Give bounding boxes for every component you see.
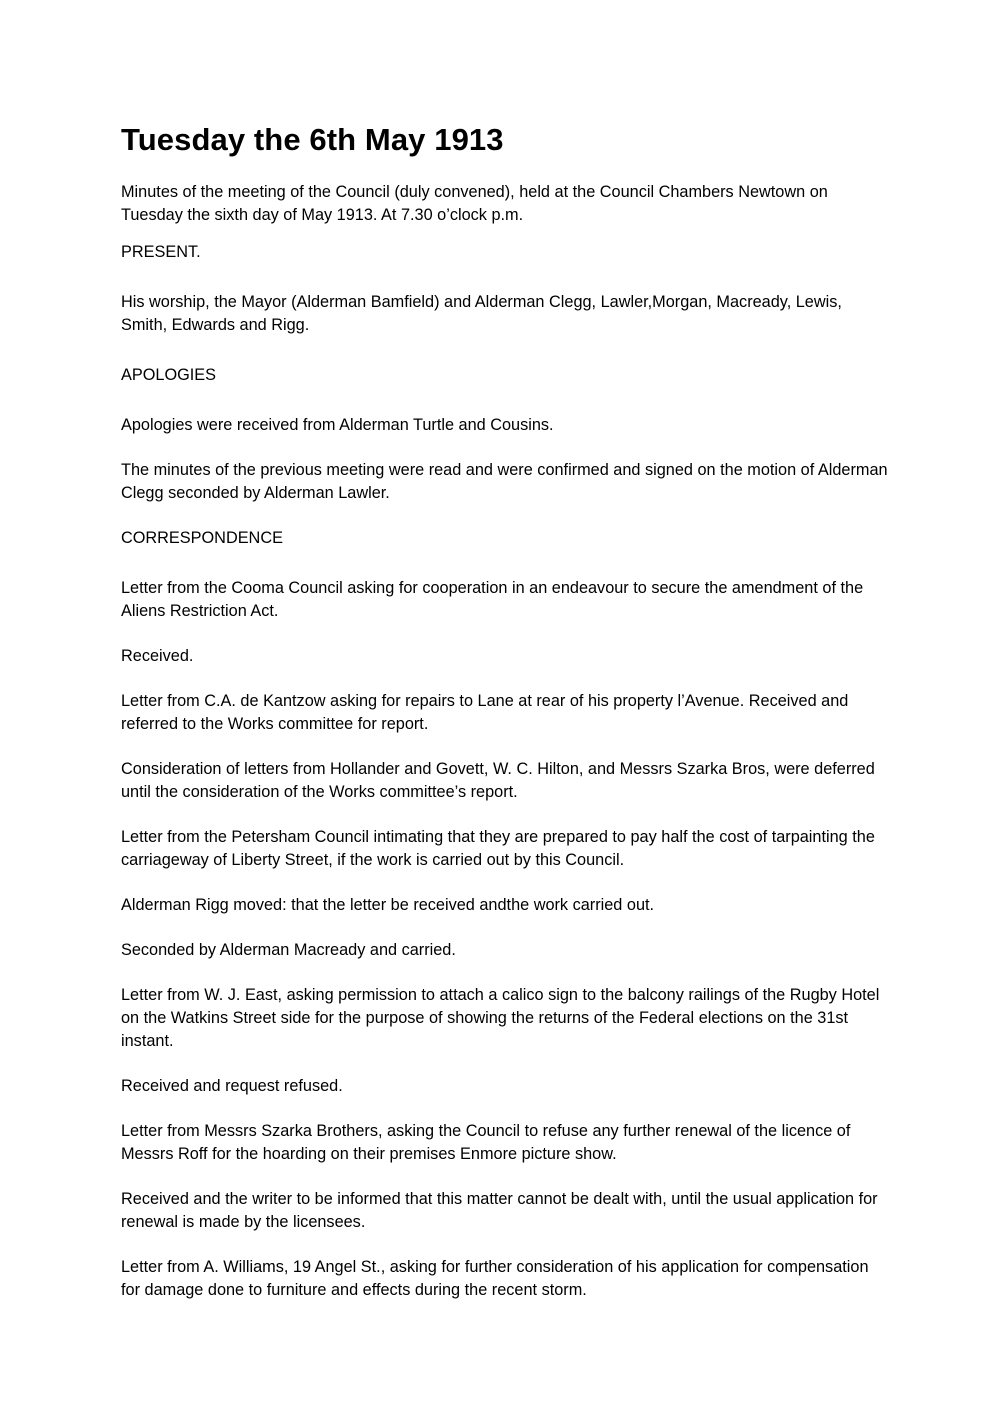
- heading-present: PRESENT.: [121, 243, 201, 261]
- paragraph-east-letter: Letter from W. J. East, asking permission to attach a calico sign to the balcony railings of the Rugby Hotel on the Watkins Street side for the purpose of showing the returns of the Federal elections on the 31st instant.: [121, 986, 880, 1050]
- paragraph-cooma-council-letter: Letter from the Cooma Council asking for cooperation in an endeavour to secure the amendment of the Aliens Restriction Act.: [121, 579, 864, 620]
- heading-apologies: APOLOGIES: [121, 366, 217, 384]
- paragraph-rigg-motion: Alderman Rigg moved: that the letter be received andthe work carried out.: [121, 896, 655, 914]
- paragraph-present-list: His worship, the Mayor (Alderman Bamfield) and Alderman Clegg, Lawler,Morgan, Macready, Lewis, Smith, Edwards and Rigg.: [121, 293, 842, 334]
- paragraph-received: Received.: [121, 647, 194, 665]
- paragraph-szarka-letter: Letter from Messrs Szarka Brothers, asking the Council to refuse any further renewal of the licence of Messrs Roff for the hoarding on their premises Enmore picture show.: [121, 1122, 851, 1163]
- paragraph-request-refused: Received and request refused.: [121, 1077, 343, 1095]
- paragraph-licence-renewal: Received and the writer to be informed that this matter cannot be dealt with, until the usual application for renewal is made by the licensees.: [121, 1190, 878, 1231]
- paragraph-williams-letter: Letter from A. Williams, 19 Angel St., asking for further consideration of his application for compensation for damage done to furniture and effects during the recent storm.: [121, 1258, 869, 1299]
- paragraph-petersham-council-letter: Letter from the Petersham Council intimating that they are prepared to pay half the cost of tarpainting the carriageway of Liberty Street, if the work is carried out by this Council.: [121, 828, 875, 869]
- paragraph-meeting-intro: Minutes of the meeting of the Council (duly convened), held at the Council Chambers Newtown on Tuesday the sixth day of May 1913. At 7.30 o’clock p.m.: [121, 183, 828, 224]
- heading-correspondence: CORRESPONDENCE: [121, 529, 283, 547]
- paragraph-de-kantzow-letter: Letter from C.A. de Kantzow asking for repairs to Lane at rear of his property l’Avenue. Received and referred to the Works committee for report.: [121, 692, 849, 733]
- document-page: [121, 118, 891, 1302]
- document-title: Tuesday the 6th May 1913: [121, 122, 504, 157]
- paragraph-previous-minutes: The minutes of the previous meeting were read and were confirmed and signed on the motion of Alderman Clegg seconded by Alderman Lawler.: [121, 461, 888, 502]
- paragraph-deferred-letters: Consideration of letters from Hollander and Govett, W. C. Hilton, and Messrs Szarka Bros, were deferred until the consideration of the Works committee’s report.: [121, 760, 875, 801]
- paragraph-apologies: Apologies were received from Alderman Turtle and Cousins.: [121, 416, 554, 434]
- paragraph-seconded-macready: Seconded by Alderman Macready and carried.: [121, 941, 456, 959]
